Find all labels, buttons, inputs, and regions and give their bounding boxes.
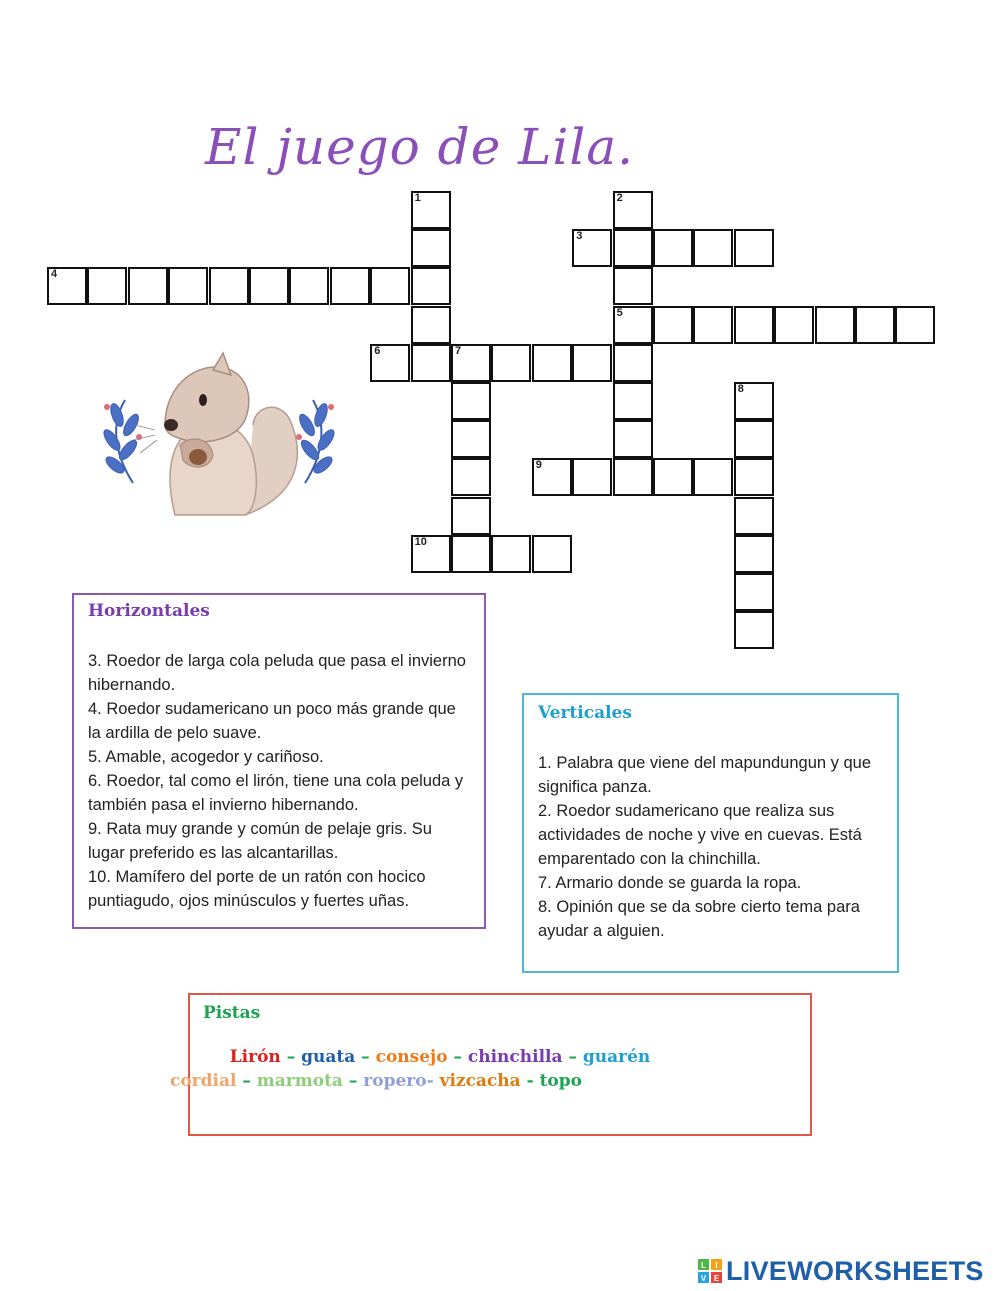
hints-heading: Pistas xyxy=(203,1003,261,1023)
crossword-cell[interactable] xyxy=(693,458,733,496)
crossword-cell-input[interactable] xyxy=(534,346,570,380)
crossword-cell[interactable] xyxy=(613,267,653,305)
crossword-cell[interactable] xyxy=(613,382,653,420)
crossword-cell[interactable] xyxy=(653,306,693,344)
hint-word: chinchilla xyxy=(467,1047,563,1067)
vertical-clues-heading: Verticales xyxy=(538,703,632,723)
logo-letter-l: L xyxy=(701,1261,706,1270)
hints-box xyxy=(169,993,812,1136)
crossword-cell[interactable] xyxy=(532,344,572,382)
crossword-cell[interactable] xyxy=(330,267,370,305)
crossword-cell-input[interactable] xyxy=(372,346,408,380)
crossword-cell-input[interactable] xyxy=(655,231,691,265)
clue-number-label: 9 xyxy=(535,459,542,472)
crossword-cell[interactable] xyxy=(572,344,612,382)
clue-v-7: 7. Armario donde se guarda la ropa. xyxy=(538,874,802,892)
hint-word: ropero- xyxy=(363,1071,434,1091)
clue-number-label: 4 xyxy=(51,268,58,281)
crossword-cell[interactable] xyxy=(734,306,774,344)
crossword-cell-input[interactable] xyxy=(534,537,570,571)
hint-separator: – xyxy=(562,1047,583,1067)
crossword-cell-input[interactable] xyxy=(655,308,691,342)
left-laurel-icon xyxy=(101,400,142,483)
crossword-cell-input[interactable] xyxy=(695,460,731,494)
clue-number-label: 10 xyxy=(414,535,427,548)
crossword-cell-input[interactable] xyxy=(736,384,772,418)
clue-number-label: 6 xyxy=(374,344,381,357)
crossword-cell-input[interactable] xyxy=(413,231,449,265)
hint-separator: – xyxy=(447,1047,468,1067)
crossword-cell[interactable] xyxy=(370,267,410,305)
crossword-cell[interactable] xyxy=(613,344,653,382)
crossword-cell[interactable] xyxy=(87,267,127,305)
crossword-cell-input[interactable] xyxy=(130,269,166,303)
crossword-cell[interactable] xyxy=(613,229,653,267)
crossword-cell[interactable] xyxy=(249,267,289,305)
crossword-cell-input[interactable] xyxy=(857,308,893,342)
crossword-cell-input[interactable] xyxy=(736,422,772,456)
clue-number-label: 7 xyxy=(455,344,462,357)
crossword-cell[interactable] xyxy=(47,267,87,305)
crossword-cell[interactable] xyxy=(411,344,451,382)
crossword-cell[interactable] xyxy=(411,191,451,229)
crossword-cell[interactable] xyxy=(613,191,653,229)
hint-separator: - xyxy=(520,1071,540,1091)
hint-word: topo xyxy=(539,1071,582,1091)
crossword-cell-input[interactable] xyxy=(332,269,368,303)
clue-v-8: 8. Opinión que se da sobre cierto tema para ayudar a alguien. xyxy=(538,898,860,940)
crossword-cell-input[interactable] xyxy=(493,537,529,571)
clue-h-10: 10. Mamífero del porte de un ratón con hocico puntiagudo, ojos minúsculos y fuertes uñas. xyxy=(88,868,426,910)
crossword-cell[interactable] xyxy=(734,611,774,649)
crossword-cell-input[interactable] xyxy=(413,269,449,303)
crossword-cell-input[interactable] xyxy=(453,384,489,418)
crossword-cell-input[interactable] xyxy=(89,269,125,303)
crossword-cell-input[interactable] xyxy=(493,346,529,380)
crossword-cell-input[interactable] xyxy=(413,537,449,571)
crossword-cell-input[interactable] xyxy=(615,460,651,494)
hint-word: cordial xyxy=(169,1071,237,1091)
hint-separator: – xyxy=(342,1071,364,1091)
crossword-cell-input[interactable] xyxy=(817,308,853,342)
crossword-cell-input[interactable] xyxy=(49,269,85,303)
crossword-cell[interactable] xyxy=(774,306,814,344)
crossword-cell-input[interactable] xyxy=(695,231,731,265)
crossword-cell[interactable] xyxy=(855,306,895,344)
squirrel-illustration xyxy=(95,345,340,520)
crossword-cell-input[interactable] xyxy=(615,346,651,380)
vertical-clues-box xyxy=(522,693,899,973)
clue-number-label: 2 xyxy=(616,192,623,204)
crossword-cell-input[interactable] xyxy=(534,460,570,494)
crossword-cell-input[interactable] xyxy=(736,460,772,494)
crossword-cell[interactable] xyxy=(653,458,693,496)
crossword-cell[interactable] xyxy=(734,535,774,573)
crossword-cell-input[interactable] xyxy=(615,384,651,418)
crossword-cell-input[interactable] xyxy=(736,308,772,342)
crossword-cell-input[interactable] xyxy=(453,346,489,380)
crossword-cell[interactable] xyxy=(411,535,451,573)
crossword-cell[interactable] xyxy=(128,267,168,305)
crossword-cell-input[interactable] xyxy=(453,499,489,533)
crossword-cell-input[interactable] xyxy=(251,269,287,303)
crossword-cell-input[interactable] xyxy=(695,308,731,342)
hint-separator: – xyxy=(236,1071,257,1091)
crossword-cell-input[interactable] xyxy=(655,460,691,494)
logo-letter-v: V xyxy=(700,1274,707,1283)
clue-h-5: 5. Amable, acogedor y cariñoso. xyxy=(88,748,324,766)
crossword-cell[interactable] xyxy=(168,267,208,305)
hint-word: consejo xyxy=(375,1047,448,1067)
crossword-cell[interactable] xyxy=(491,535,531,573)
crossword-cell-input[interactable] xyxy=(413,193,449,227)
crossword-cell[interactable] xyxy=(572,229,612,267)
crossword-cell-input[interactable] xyxy=(897,308,933,342)
clue-h-4: 4. Roedor sudamericano un poco más grande que la ardilla de pelo suave. xyxy=(88,700,456,742)
squirrel-icon xyxy=(133,353,297,515)
crossword-cell[interactable] xyxy=(491,344,531,382)
hint-word: vizcacha xyxy=(439,1071,521,1091)
right-laurel-icon xyxy=(296,400,337,483)
crossword-cell[interactable] xyxy=(451,497,491,535)
crossword-cell[interactable] xyxy=(613,420,653,458)
crossword-cell[interactable] xyxy=(289,267,329,305)
crossword-cell[interactable] xyxy=(734,382,774,420)
crossword-cell[interactable] xyxy=(532,535,572,573)
crossword-cell[interactable] xyxy=(411,267,451,305)
crossword-cell[interactable] xyxy=(613,458,653,496)
crossword-cell[interactable] xyxy=(209,267,249,305)
crossword-cell-input[interactable] xyxy=(453,537,489,571)
crossword-cell[interactable] xyxy=(451,535,491,573)
crossword-cell[interactable] xyxy=(734,420,774,458)
crossword-cell[interactable] xyxy=(734,497,774,535)
hints-line-1 xyxy=(130,1047,750,1067)
crossword-cell-input[interactable] xyxy=(615,308,651,342)
crossword-cell[interactable] xyxy=(451,382,491,420)
crossword-cell-input[interactable] xyxy=(736,537,772,571)
hint-word: guarén xyxy=(582,1047,651,1067)
clue-h-6: 6. Roedor, tal como el lirón, tiene una cola peluda y también pasa el invierno hibernando. xyxy=(88,772,464,814)
crossword-cell-input[interactable] xyxy=(615,231,651,265)
crossword-cell-input[interactable] xyxy=(291,269,327,303)
crossword-cell[interactable] xyxy=(734,458,774,496)
hints-line-2 xyxy=(66,1071,686,1091)
crossword-cell-input[interactable] xyxy=(170,269,206,303)
crossword-cell[interactable] xyxy=(613,306,653,344)
crossword-cell[interactable] xyxy=(693,306,733,344)
crossword-cell[interactable] xyxy=(451,420,491,458)
crossword-cell[interactable] xyxy=(734,573,774,611)
clue-number-label: 1 xyxy=(414,192,421,204)
liveworksheets-brand-text: LIVEWORKSHEETS xyxy=(726,1255,984,1286)
crossword-cell[interactable] xyxy=(815,306,855,344)
clue-v-2: 2. Roedor sudamericano que realiza sus actividades de noche y vive en cuevas. Está emparentado con la chinchilla. xyxy=(538,802,862,868)
clue-h-3: 3. Roedor de larga cola peluda que pasa el invierno hibernando. xyxy=(88,652,466,694)
crossword-cell[interactable] xyxy=(411,306,451,344)
clue-h-9: 9. Rata muy grande y común de pelaje gris. Su lugar preferido es las alcantarillas. xyxy=(88,820,432,862)
crossword-cell[interactable] xyxy=(532,458,572,496)
crossword-cell[interactable] xyxy=(370,344,410,382)
crossword-cell-input[interactable] xyxy=(776,308,812,342)
hint-separator: – xyxy=(355,1047,376,1067)
crossword-cell[interactable] xyxy=(653,229,693,267)
hint-word: marmota xyxy=(256,1071,343,1091)
horizontal-clues-box xyxy=(72,593,486,929)
crossword-cell-input[interactable] xyxy=(413,308,449,342)
crossword-cell[interactable] xyxy=(693,229,733,267)
logo-letter-e: E xyxy=(713,1274,720,1283)
crossword-cell-input[interactable] xyxy=(615,269,651,303)
crossword-cell-input[interactable] xyxy=(574,460,610,494)
liveworksheets-logo xyxy=(698,1255,984,1287)
crossword-cell-input[interactable] xyxy=(372,269,408,303)
crossword-cell-input[interactable] xyxy=(615,193,651,227)
crossword-cell-input[interactable] xyxy=(736,575,772,609)
logo-letter-i: I xyxy=(715,1261,718,1270)
crossword-cell[interactable] xyxy=(895,306,935,344)
clue-v-1: 1. Palabra que viene del mapundungun y que significa panza. xyxy=(538,754,872,796)
crossword-cell-input[interactable] xyxy=(574,231,610,265)
crossword-cell-input[interactable] xyxy=(736,613,772,647)
clue-number-label: 3 xyxy=(576,230,583,243)
liveworksheets-logo-icon xyxy=(698,1259,722,1283)
hint-separator: – xyxy=(280,1047,302,1067)
crossword-cell-input[interactable] xyxy=(736,231,772,265)
crossword-cell[interactable] xyxy=(451,458,491,496)
hint-word: guata xyxy=(301,1047,356,1067)
crossword-cell-input[interactable] xyxy=(413,346,449,380)
crossword-cell[interactable] xyxy=(734,229,774,267)
crossword-cell[interactable] xyxy=(411,229,451,267)
crossword-cell-input[interactable] xyxy=(453,422,489,456)
crossword-cell[interactable] xyxy=(451,344,491,382)
crossword-cell-input[interactable] xyxy=(615,422,651,456)
crossword-cell[interactable] xyxy=(572,458,612,496)
crossword-cell-input[interactable] xyxy=(211,269,247,303)
hint-word: Lirón xyxy=(229,1047,281,1067)
crossword-cell-input[interactable] xyxy=(736,499,772,533)
clue-number-label: 5 xyxy=(616,306,623,319)
horizontal-clues-heading: Horizontales xyxy=(88,601,210,621)
crossword-cell-input[interactable] xyxy=(453,460,489,494)
worksheet-title: El juego de Lila. xyxy=(205,118,635,176)
clue-number-label: 8 xyxy=(737,383,744,395)
crossword-cell-input[interactable] xyxy=(574,346,610,380)
